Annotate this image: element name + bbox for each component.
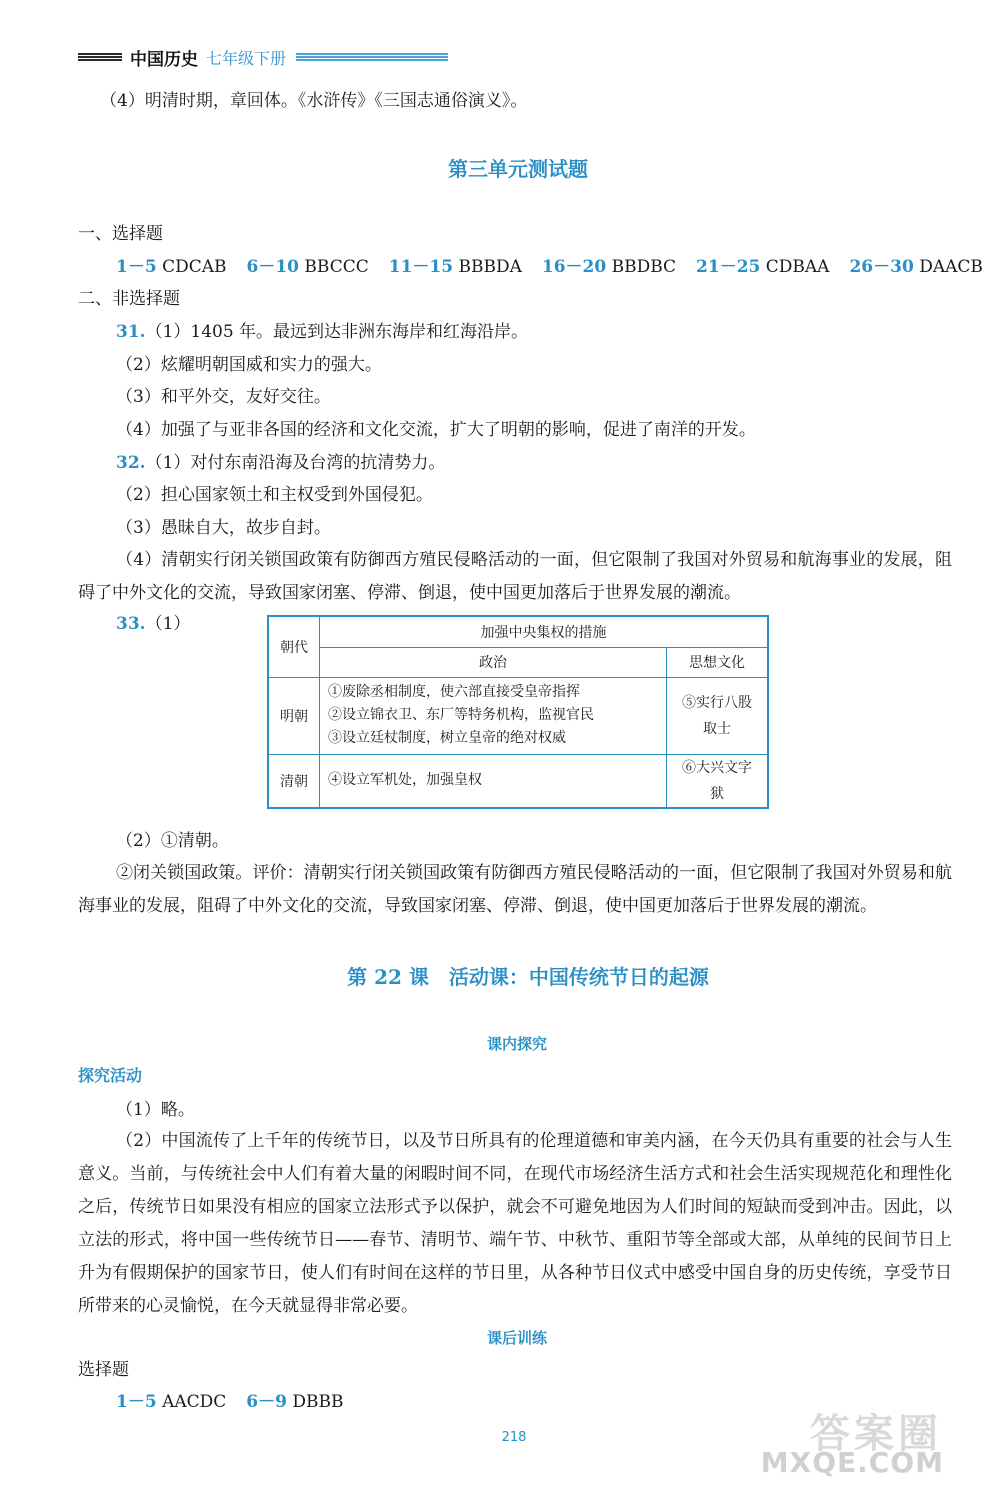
q32-line4: （4）清朝实行闭关锁国政策有防御西方殖民侵略活动的一面，但它限制了我国对外贸易和航海事业的发展，阻碍了中外文化的交流，导致国家闭塞、停滞、倒退，使中国更加落后于世界发展的潮流。 <box>78 550 952 603</box>
header-blue-bar <box>296 53 448 61</box>
answer-group: 11－15 BBBDA <box>388 257 522 277</box>
answer-group: 6－9 DBBB <box>246 1392 344 1412</box>
table-politics-item: ①废除丞相制度，使六部直接受皇帝指挥 <box>328 684 580 700</box>
choice-label: 选择题 <box>78 1360 129 1380</box>
explore-answer-1: （1）略。 <box>116 1100 195 1120</box>
in-class-heading: 课内探究 <box>486 1035 547 1053</box>
watermark-logo <box>722 1402 952 1482</box>
answer-group: 1－5 CDCAB <box>116 257 227 277</box>
answer-group: 21－25 CDBAA <box>696 257 830 277</box>
measures-table <box>267 615 769 809</box>
table-cell-culture-qing: ⑥大兴文字狱 <box>667 754 769 808</box>
unit-title: 第三单元测试题 <box>448 157 588 181</box>
running-header <box>78 46 448 68</box>
table-header-dynasty: 朝代 <box>268 616 320 677</box>
top-answer-line: （4）明清时期，章回体。《水浒传》《三国志通俗演义》。 <box>100 91 528 111</box>
explore-answer-2: （2）中国流传了上千年的传统节日，以及节日所具有的伦理道德和审美内涵，在今天仍具有重要的社会与人生意义。当前，与传统社会中人们有着大量的闲暇时间不同，在现代市场经济生活方式和社会生活实现规范化和理性化之后，传统节日如果没有相应的国家立法形式予以保护，就会不可避免地因为人们时间的短缺而受到冲击。因此，以立法的形式，将中国一些传统节日——春节、清明节、端午节、中秋节、重阳节等全部或大部，从单纯的民间节日上升为有假期保护的国家节日，使人们有时间在这样的节日里，从各种节日仪式中感受中国自身的历史传统，享受节日所带来的心灵愉悦，在今天就显得非常必要。 <box>78 1131 952 1316</box>
table-politics-item: ④设立军机处，加强皇权 <box>328 772 482 788</box>
answer-group: 16－20 BBDBC <box>541 257 677 277</box>
header-book-title: 中国历史 <box>130 49 198 70</box>
table-politics-item: ②设立锦衣卫、东厂等特务机构，监视官民 <box>328 707 594 723</box>
table-cell-politics-ming <box>320 677 667 754</box>
answer-group: 26－30 DAACB <box>849 257 983 277</box>
section2-label: 二、非选择题 <box>78 289 180 309</box>
q32-line2: （2）担心国家领土和主权受到外国侵犯。 <box>116 485 433 505</box>
table-cell-dynasty-qing: 清朝 <box>268 754 320 808</box>
after-class-heading: 课后训练 <box>486 1329 547 1347</box>
table-header-politics: 政治 <box>320 647 667 677</box>
q32-line3: （3）愚昧自大，故步自封。 <box>116 518 331 538</box>
q31-line2: （2）炫耀明朝国威和实力的强大。 <box>116 355 382 375</box>
q31-line4: （4）加强了与亚非各国的经济和文化交流，扩大了明朝的影响，促进了南洋的开发。 <box>116 420 756 440</box>
table-header-culture: 思想文化 <box>667 647 769 677</box>
page-number: 218 <box>501 1430 527 1445</box>
q31-line3: （3）和平外交，友好交往。 <box>116 387 331 407</box>
q33-part1: 33.（1） <box>116 614 191 634</box>
answer-group: 6－10 BBCCC <box>246 257 369 277</box>
table-cell-dynasty-ming: 明朝 <box>268 677 320 754</box>
q32-line1: 32.（1）对付东南沿海及台湾的抗清势力。 <box>116 453 446 473</box>
q31-line1: 31.（1）1405 年。最远到达非洲东海岸和红海沿岸。 <box>116 322 529 342</box>
answer-group: 1－5 AACDC <box>116 1392 227 1412</box>
header-dark-bar <box>78 53 122 61</box>
section1-label: 一、选择题 <box>78 224 163 244</box>
watermark-bottom-text: MXQE.COM <box>760 1446 944 1479</box>
table-header-measures: 加强中央集权的措施 <box>320 616 769 647</box>
watermark-top-text: 答案圈 <box>810 1411 942 1457</box>
header-grade: 七年级下册 <box>206 48 287 68</box>
section1-answers <box>116 256 1000 278</box>
table-cell-politics-qing <box>320 754 667 808</box>
explore-heading: 探究活动 <box>78 1066 143 1085</box>
table-cell-culture-ming: ⑤实行八股取士 <box>667 677 769 754</box>
q33-part2a: （2）①清朝。 <box>116 831 229 851</box>
q33-part2b: ②闭关锁国政策。评价：清朝实行闭关锁国政策有防御西方殖民侵略活动的一面，但它限制了我国对外贸易和航海事业的发展，阻碍了中外文化的交流，导致国家闭塞、停滞、倒退，使中国更加落后于世界发展的潮流。 <box>78 863 952 916</box>
final-answers <box>116 1391 363 1413</box>
lesson-title: 第 22 课 活动课：中国传统节日的起源 <box>347 965 709 989</box>
table-politics-item: ③设立廷杖制度，树立皇帝的绝对权威 <box>328 730 566 746</box>
